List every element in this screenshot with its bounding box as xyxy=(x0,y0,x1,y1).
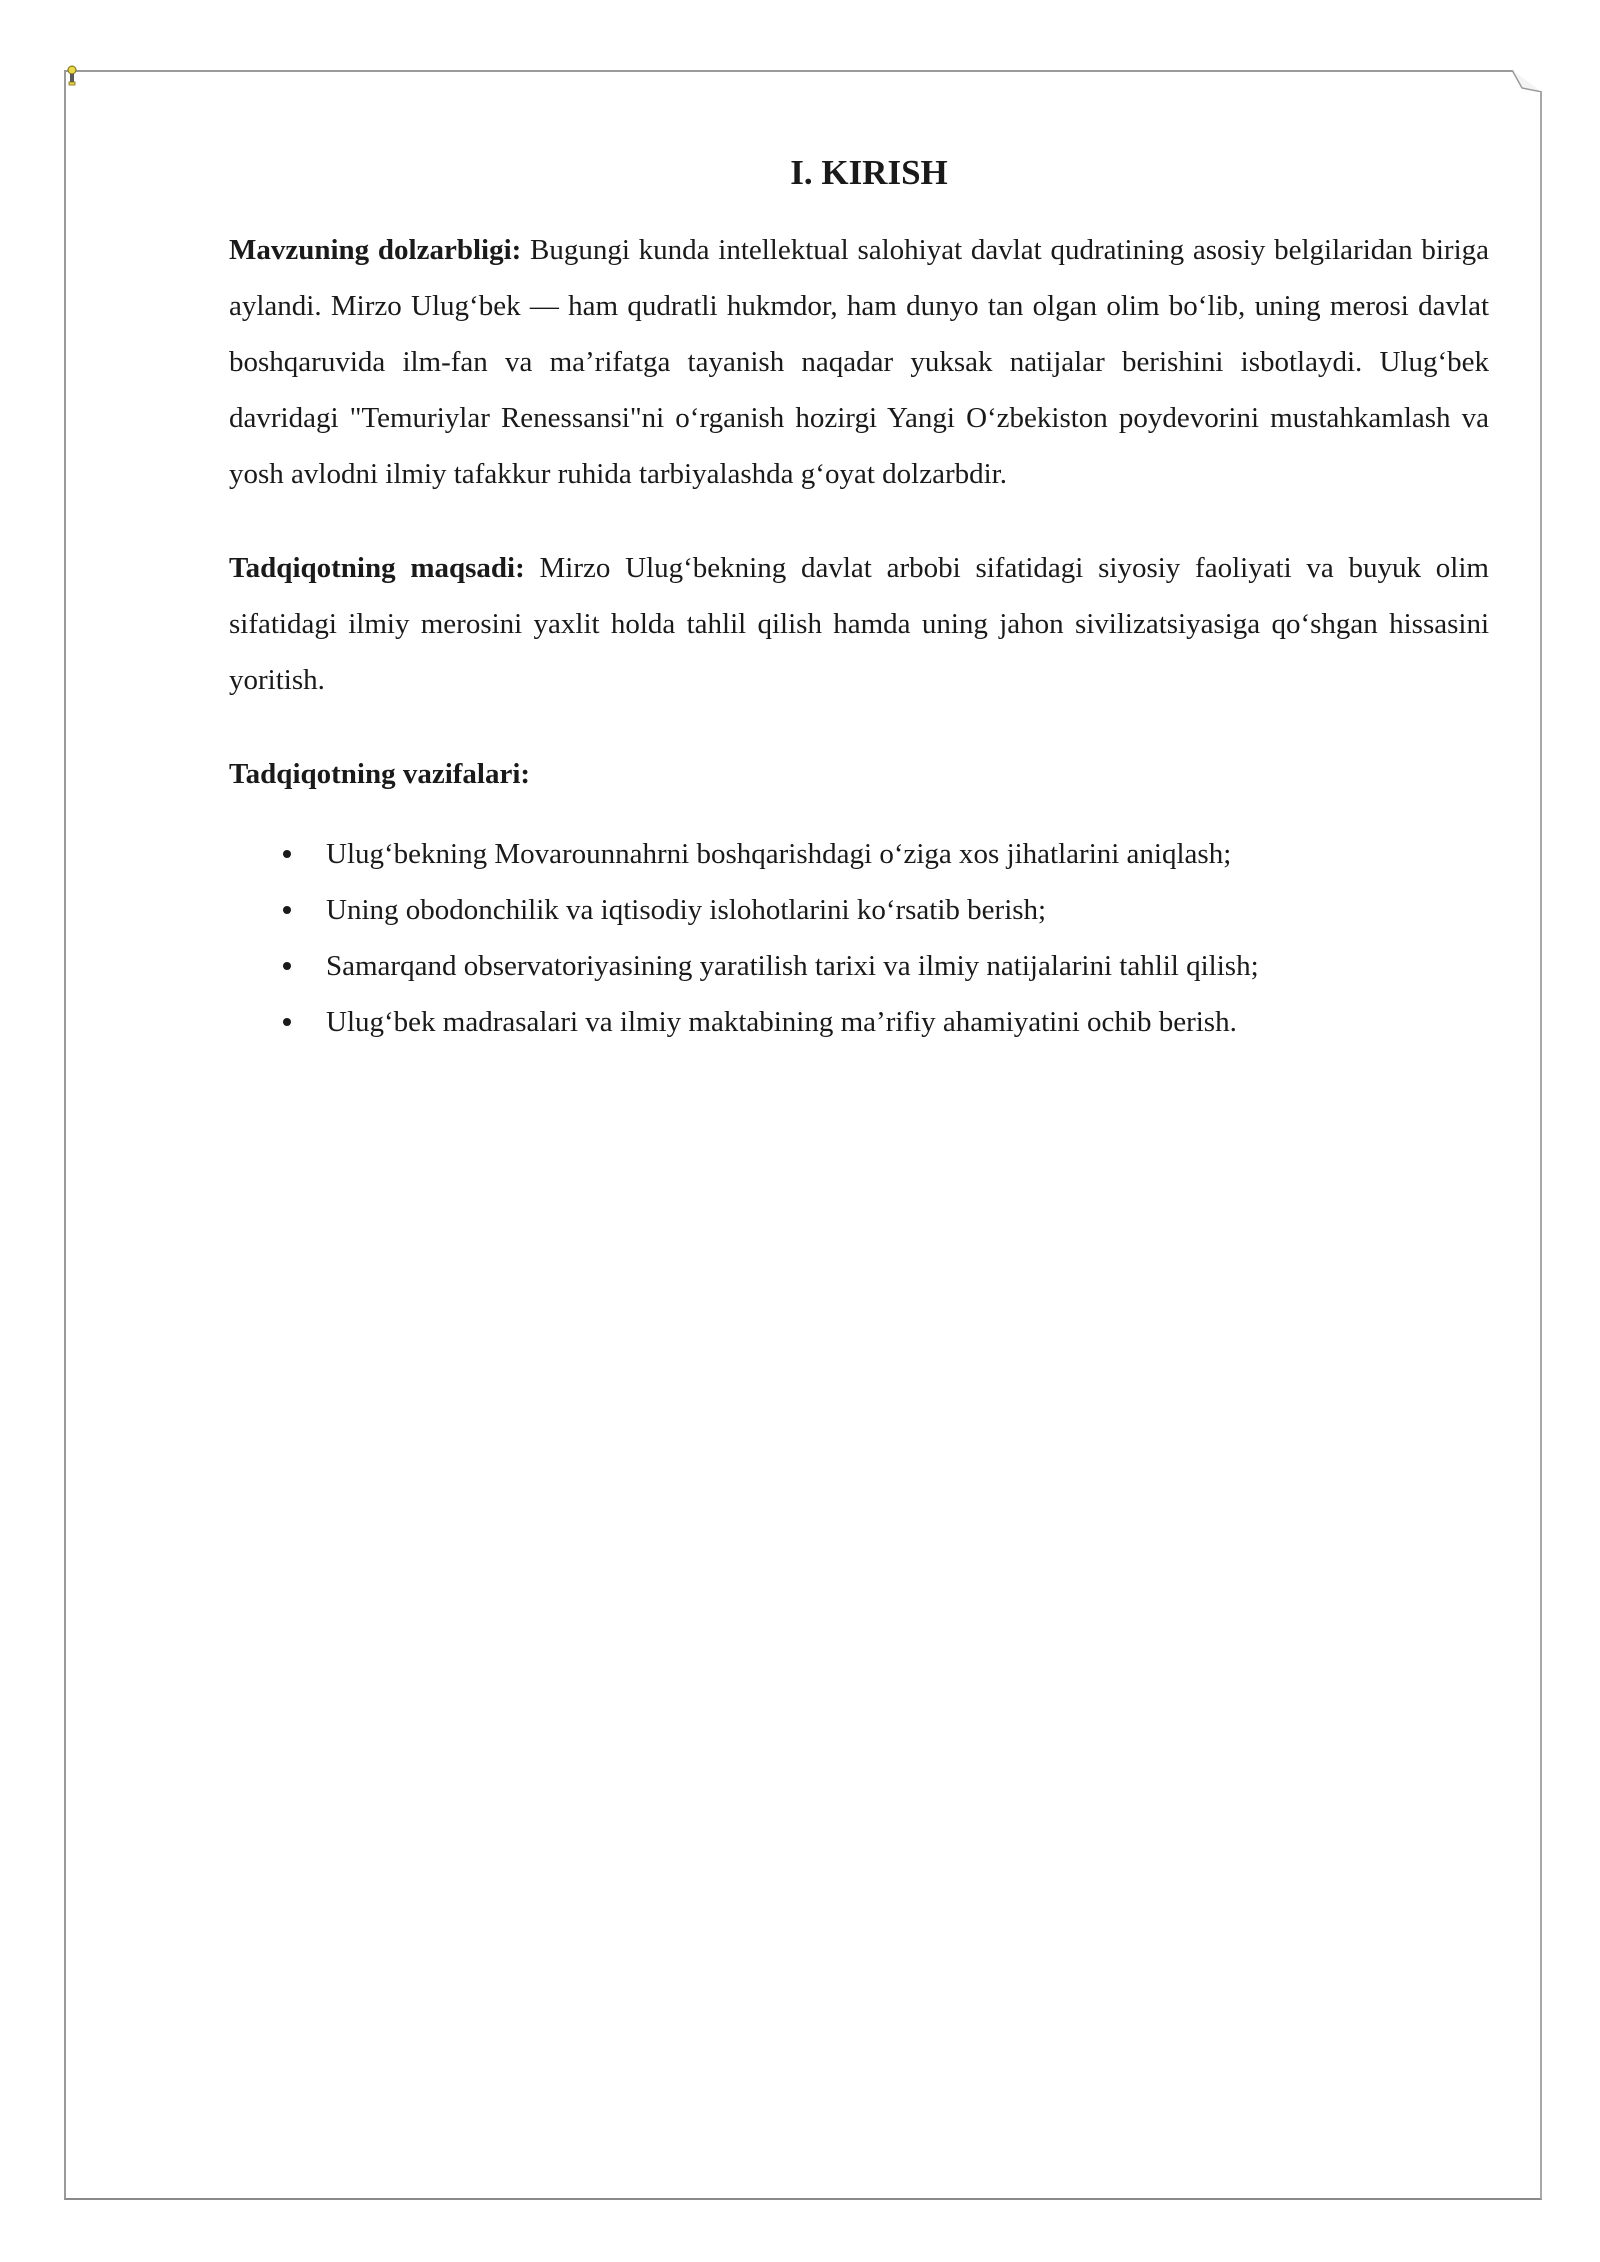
list-item xyxy=(229,994,1489,1050)
bullet-icon xyxy=(283,850,291,858)
tasks-heading: Tadqiqotning vazifalari: xyxy=(229,758,531,790)
relevance-paragraph xyxy=(229,222,1489,502)
page-corner-fold-icon xyxy=(1512,70,1542,92)
relevance-text: Bugungi kunda intellektual salohiyat davlat qudratining asosiy belgilaridan biriga aylandi. Mirzo Ulug‘bek — ham qudratli hukmdor, ham dunyo tan olgan olim bo‘lib, uning merosi davlat boshqaruvida ilm-fan va ma’rifatga tayanish naqadar yuksak natijalar berishini isbotlaydi. Ulug‘bek davridagi "Temuriylar Renessansi"ni o‘rganish hozirgi Yangi O‘zbekiston poydevorini mustahkamlash va yosh avlodni ilmiy tafakkur ruhida tarbiyalashda g‘oyat dolzarbdir. xyxy=(229,234,1489,490)
list-item-text: Samarqand observatoriyasining yaratilish tarixi va ilmiy natijalarini tahlil qilish; xyxy=(326,950,1259,982)
list-item xyxy=(229,882,1489,938)
list-item-text: Ulug‘bekning Movarounnahrni boshqarishdagi o‘ziga xos jihatlarini aniqlash; xyxy=(326,838,1232,870)
bullet-icon xyxy=(283,962,291,970)
goal-paragraph xyxy=(229,540,1489,708)
list-item-text: Uning obodonchilik va iqtisodiy islohotlarini ko‘rsatib berish; xyxy=(326,894,1047,926)
document-body xyxy=(229,146,1489,1050)
anchor-pin-icon xyxy=(66,64,78,90)
tasks-list xyxy=(229,826,1489,1050)
bullet-icon xyxy=(283,906,291,914)
document-title: I. KIRISH xyxy=(790,153,948,192)
goal-label: Tadqiqotning maqsadi: xyxy=(229,552,525,584)
list-item xyxy=(229,938,1489,994)
relevance-label: Mavzuning dolzarbligi: xyxy=(229,234,522,266)
list-item-text: Ulug‘bek madrasalari va ilmiy maktabining ma’rifiy ahamiyatini ochib berish. xyxy=(326,1006,1237,1038)
bullet-icon xyxy=(283,1018,291,1026)
list-item xyxy=(229,826,1489,882)
goal-text: Mirzo Ulug‘bekning davlat arbobi sifatidagi siyosiy faoliyati va buyuk olim sifatidagi ilmiy merosini yaxlit holda tahlil qilish hamda uning jahon sivilizatsiyasiga qo‘shgan hissasini yoritish. xyxy=(229,552,1489,696)
